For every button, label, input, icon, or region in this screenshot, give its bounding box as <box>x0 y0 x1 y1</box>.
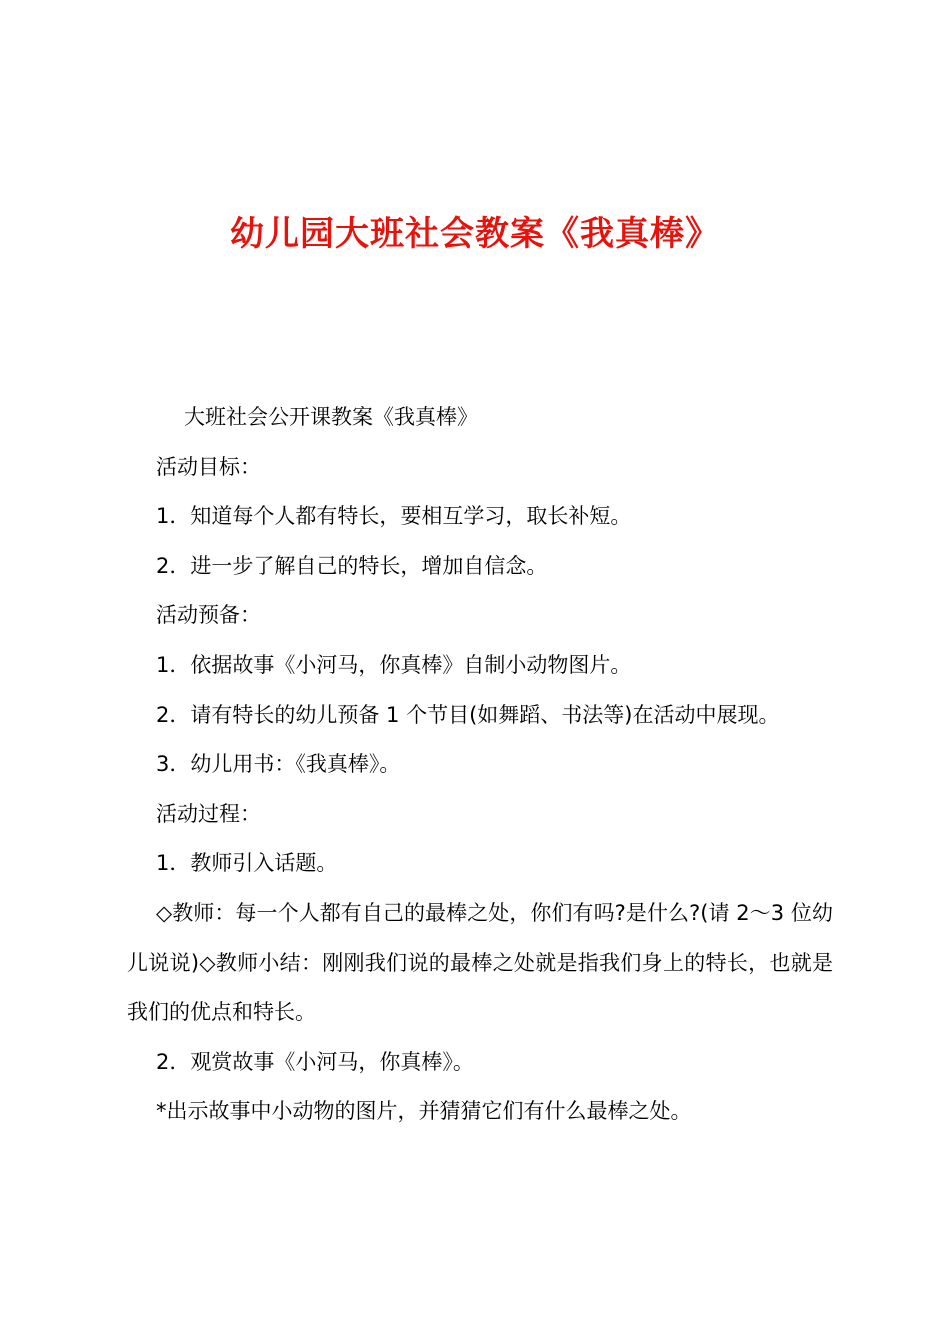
paragraph-process-2: 2．观赏故事《小河马，你真棒》。 <box>156 1049 474 1074</box>
paragraph-subtitle: 大班社会公开课教案《我真棒》 <box>184 405 478 429</box>
document-body <box>127 393 833 1137</box>
paragraph-show-pictures: *出示故事中小动物的图片，并猜猜它们有什么最棒之处。 <box>156 1099 692 1124</box>
paragraph-teacher-dialogue: ◇教师：每一个人都有自己的最棒之处，你们有吗?是什么?(请 2～3 位幼儿说说)◇教师小结：刚刚我们说的最棒之处就是指我们身上的特长，也就是我们的优点和特长。 <box>127 900 833 1025</box>
paragraph-prep-3: 3．幼儿用书：《我真棒》。 <box>156 752 401 777</box>
document-title: 幼儿园大班社会教案《我真棒》 <box>230 214 720 254</box>
paragraph-goals-heading: 活动目标： <box>156 454 261 479</box>
paragraph-process-1: 1．教师引入话题。 <box>156 851 338 876</box>
paragraph-prep-heading: 活动预备： <box>156 603 261 628</box>
paragraph-goal-2: 2．进一步了解自己的特长，增加自信念。 <box>156 553 548 578</box>
paragraph-prep-2: 2．请有特长的幼儿预备 1 个节目(如舞蹈、书法等)在活动中展现。 <box>156 702 780 727</box>
paragraph-goal-1: 1．知道每个人都有特长，要相互学习，取长补短。 <box>156 504 632 529</box>
paragraph-process-heading: 活动过程： <box>156 801 261 826</box>
paragraph-prep-1: 1．依据故事《小河马，你真棒》自制小动物图片。 <box>156 652 632 677</box>
